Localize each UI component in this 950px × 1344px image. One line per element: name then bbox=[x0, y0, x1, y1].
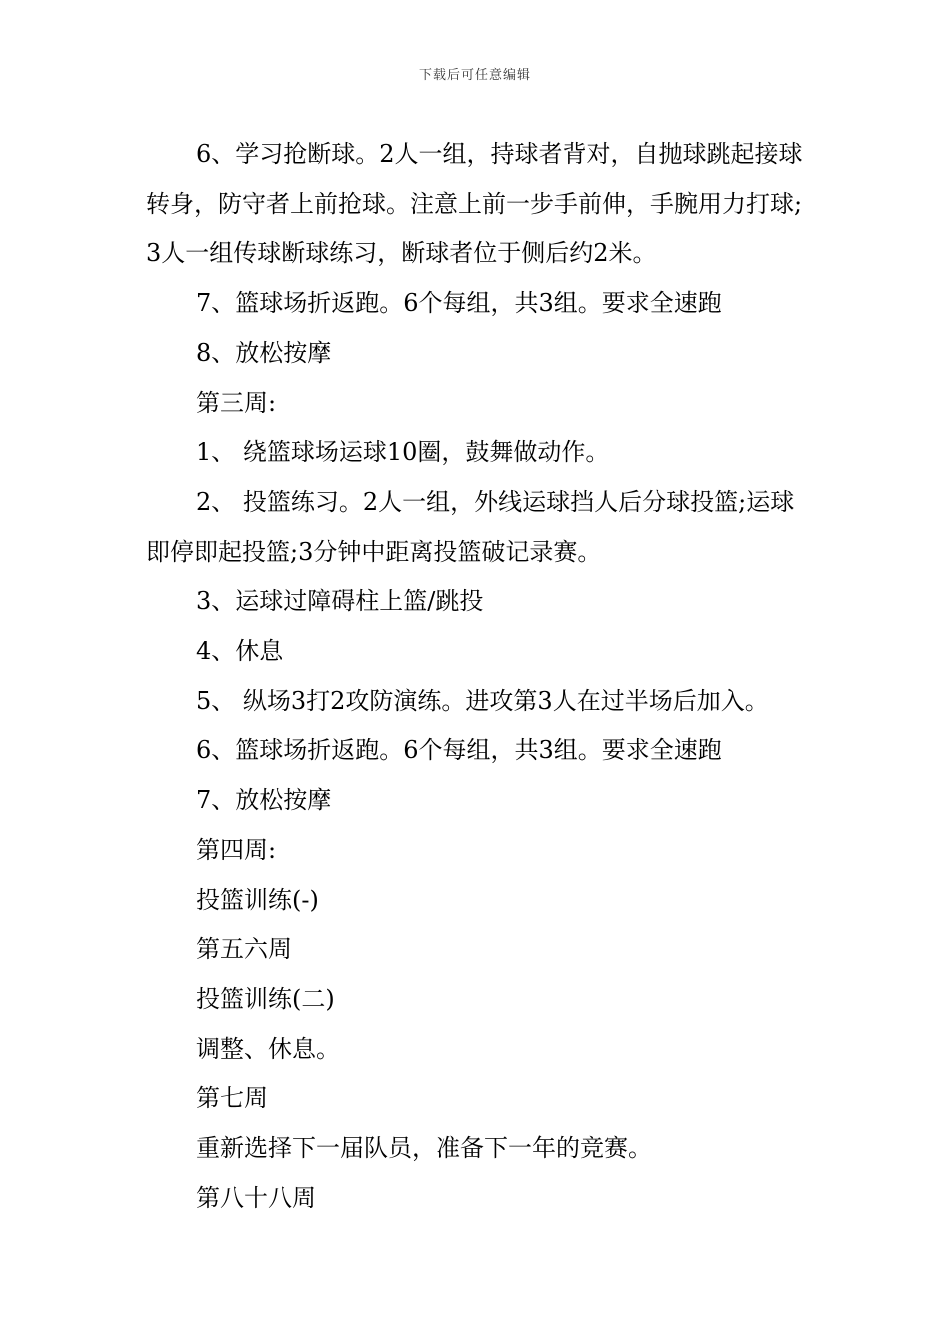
paragraph-select-players: 重新选择下一届队员，准备下一年的竞赛。 bbox=[196, 1134, 652, 1163]
paragraph-relax-massage-2: 7、放松按摩 bbox=[196, 786, 332, 815]
paragraph-obstacle-dribble: 3、运球过障碍柱上篮/跳投 bbox=[196, 587, 484, 616]
document-body bbox=[146, 130, 814, 1223]
heading-week-seven: 第七周 bbox=[196, 1084, 268, 1113]
paragraph-steal-drill: 6、学习抢断球。2人一组，持球者背对，自抛球跳起接球转身，防守者上前抢球。注意上前一步手前伸，手腕用力打球;3人一组传球断球练习，断球者位于侧后约2米。 bbox=[146, 140, 803, 268]
paragraph-shuttle-run-2: 6、篮球场折返跑。6个每组，共3组。要求全速跑 bbox=[196, 736, 722, 765]
paragraph-shooting-training-2: 投篮训练(二) bbox=[196, 984, 335, 1013]
paragraph-shooting-practice: 2、 投篮练习。2人一组，外线运球挡人后分球投篮;运球即停即起投篮;3分钟中距离投篮破记录赛。 bbox=[146, 487, 795, 566]
paragraph-shuttle-run: 7、篮球场折返跑。6个每组，共3组。要求全速跑 bbox=[196, 289, 722, 318]
heading-week-four: 第四周: bbox=[196, 835, 277, 864]
paragraph-relax-massage: 8、放松按摩 bbox=[196, 338, 332, 367]
paragraph-three-on-two: 5、 纵场3打2攻防演练。进攻第3人在过半场后加入。 bbox=[196, 686, 769, 715]
paragraph-dribble-laps: 1、 绕篮球场运球10圈，鼓舞做动作。 bbox=[196, 438, 610, 467]
page-header: 下载后可任意编辑 bbox=[418, 68, 531, 83]
paragraph-shooting-training-1: 投篮训练(-) bbox=[196, 885, 319, 914]
heading-week-three: 第三周: bbox=[196, 388, 277, 417]
paragraph-rest: 4、休息 bbox=[196, 637, 284, 666]
heading-week-eighteen: 第八十八周 bbox=[196, 1183, 316, 1212]
heading-week-five-six: 第五六周 bbox=[196, 935, 292, 964]
paragraph-adjust-rest: 调整、休息。 bbox=[196, 1034, 340, 1063]
